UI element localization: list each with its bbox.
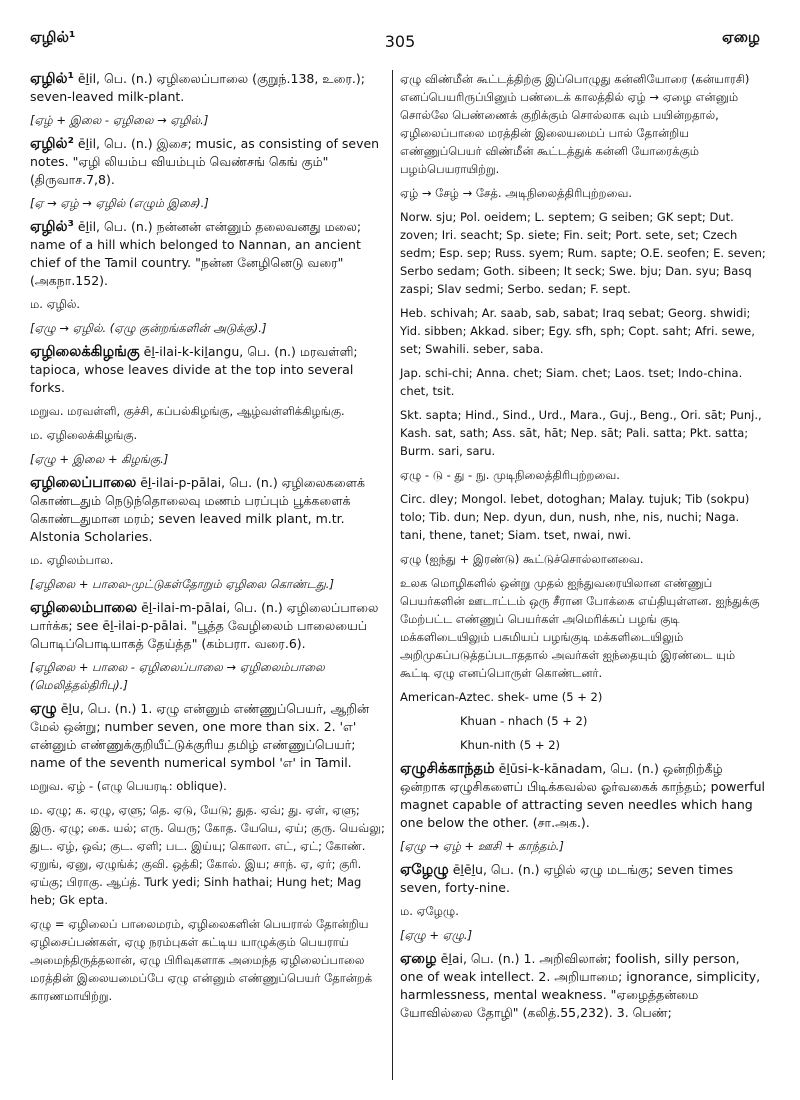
etymology-note: [ஏழு → ஏழ் + ஊசி + காந்தம்.]: [400, 839, 564, 853]
etymology-note: [ஏ → ஏழ் → ஏழில் (எழும் இசை).]: [30, 196, 209, 210]
entry-text: ஏழ் → சேழ் → சேத். அடிநிலைத்திரிபுற்றவை.: [400, 186, 633, 200]
entry-text: ஏழு - டு - து - நு. முடிநிலைத்திரிபுற்றவை.: [400, 468, 620, 482]
entry-text: உலக மொழிகளில் ஒன்று முதல் ஐந்துவரையிலான எண்ணுப் பெயர்களின் ஊடாட்டம் ஒரு சீரான போக்கை எய்தியுள்ளன. ஐந்துக்கு மேற்பட்ட எண்ணுப் பெயர்கள் அமெரிக்கப் பழங் குடி மக்களிடையிலும் பசுமியப் பழங்குடி மக்களிடையிலும் அறிமுகப்படுத்தப்படாததால் அவர்கள் ஐந்தையும் இரண்டை யும் கூட்டி ஏழு எனப்பொருள் கொண்டனர்.: [400, 576, 760, 680]
entry-headword: ஏழுசிக்காந்தம்: [400, 761, 495, 777]
header-guide-word-right: ஏழை: [722, 28, 760, 46]
cognate-list: Skt. sapta; Hind., Sind., Urd., Mara., Guj., Beng., Ori. sāt; Punj., Kash. sat, sath; Ass. sāt, hāt; Nep. sāt; Pali. satta; Pkt. satta; Burm. sari, saru.: [400, 408, 762, 458]
cognate-list: Heb. schivah; Ar. saab, sab, sabat; Iraq sebat; Georg. shwidi; Yid. sibben; Akkad. siber; Egy. sfh, sph; Copt. saht; Afri. sewe, set; Swahili. seber, saba.: [400, 306, 755, 356]
entry-headword: ஏழு: [30, 701, 57, 717]
dictionary-entry: [30, 700, 386, 772]
cognate-list: Khun-nith (5 + 2): [460, 738, 561, 752]
cognate-list: Jap. schi-chi; Anna. chet; Siam. chet; Laos. tset; Indo-china. chet, tsit.: [400, 366, 743, 398]
etymology-note: [ஏழிலை + பாலை - ஏழிலைப்பாலை → ஏழிலைம்பாலை (மெலித்தல்திரிபு).]: [30, 660, 325, 692]
entry-text: ம. ஏழு; க. ஏழு, ஏளு; தெ. ஏடு, யேடு; துத. ஏவ்; து. ஏள், ஏளு; இரு. ஏழு; கை. யல்; எரு. யெரு; கோத. யேயெ, ஏய்; குரு. யெவ்லு; துட. ஏழ், ஒவ்; குட. ஏளி; பட. இய்யு; கொலா. எட், ஏட்; கோண். ஏறுங், ஏனு, ஏழுங்க்; குவி. ஒத்கி; கோல். இய; சாந். ஏ, ஏர்; குரி. ஏய்கு; பிராகு. ஆப்த். Turk yedi; Sinh hathai; Hung het; Mag heb; Gk epta.: [30, 803, 385, 907]
entry-text: ம. ஏழேழு.: [400, 904, 459, 918]
dictionary-entry: [30, 135, 386, 189]
etymology-note: [ஏழ் + இலை - ஏழிலை → ஏழில்.]: [30, 113, 209, 127]
entry-definition: ēḻai, பெ. (n.) 1. அறிவிலான்; foolish, silly person, one of weak intellect. 2. அறியாமை; ignorance, simplicity, harmlessness, mental weakness. "ஏழைத்தன்மை யோவில்லை தோழி" (கலித்.55,232). 3. பெண்;: [400, 951, 761, 1020]
header-guide-word-left: ஏழில்¹: [30, 28, 76, 46]
entry-headword: ஏழிலைக்கிழங்கு: [30, 344, 140, 360]
column-divider: [392, 70, 393, 1080]
cognate-list: Circ. dley; Mongol. lebet, dotoghan; Malay. tujuk; Tib (sokpu) tolo; Tib. dun; Nep. dyun, dun, nush, nhe, nis, nuchi; Naga. tani, thene, tanet; Siam. tset, nwai, nwi.: [400, 492, 750, 542]
entry-text: ஏழு விண்மீன் கூட்டத்திற்கு இப்பொழுது கன்னியோரை (கன்யாரசி) எனப்பெயரிருப்பினும் பண்டைக் காலத்தில் ஏழ் → ஏழை என்னும் சொல்லே பெண்ணைக் குறிக்கும் சொல்லாக வும் பயின்றதால், ஏழிலைப்பாலை மரத்தின் இலையமைப் பால் தோன்றிய எண்ணுப்பெயர் விண்மீன் கூட்டத்துக் கன்னி யோரைக்கும் பழம்பெயராயிற்று.: [400, 72, 750, 176]
entry-text: மறுவ. மரவள்ளி, குச்சி, கப்பல்கிழங்கு, ஆழ்வள்ளிக்கிழங்கு.: [30, 404, 345, 418]
entry-headword: ஏழேழு: [400, 862, 449, 878]
entry-definition: ēḻēḻu, பெ. (n.) ஏழில் ஏழு மடங்கு; seven times seven, forty-nine.: [400, 862, 734, 895]
entry-definition: ēḻ-ilai-p-pālai, பெ. (n.) ஏழிலைகளைக் கொண்டதும் நெடுந்தொலைவு மணம் பரப்பும் பூக்களைக் கொண்டதுமான மரம்; seven leaved milk plant, m.tr. Alstonia Scholaries.: [30, 475, 366, 544]
entry-text: ம. ஏழில்.: [30, 297, 81, 311]
entry-headword: ஏழில்²: [30, 136, 74, 152]
entry-headword: ஏழில்¹: [30, 71, 74, 87]
entry-headword: ஏழிலைப்பாலை: [30, 475, 137, 491]
right-column: [400, 70, 766, 1027]
left-column: [30, 70, 386, 1011]
dictionary-entry: [400, 760, 766, 832]
dictionary-entry: [400, 950, 766, 1022]
page-number: 305: [384, 32, 416, 51]
etymology-note: [ஏழு + ஏழு.]: [400, 928, 473, 942]
entry-headword: ஏழிலைம்பாலை: [30, 600, 138, 616]
dictionary-entry: [400, 861, 766, 897]
cognate-list: Khuan - nhach (5 + 2): [460, 714, 588, 728]
dictionary-entry: [30, 218, 386, 290]
etymology-note: [ஏழு → ஏழில். (ஏழு குன்றங்களின் அடுக்கு).]: [30, 321, 267, 335]
entry-definition: ēḻūsi-k-kānadam, பெ. (n.) ஒன்றிற்கீழ் ஒன்றாக ஏழுசிகளைப் பிடிக்கவல்ல ஓர்வகைக் காந்தம்; powerful magnet capable of attracting seven needles which hang one below the other. (சா.அக.).: [400, 761, 766, 830]
entry-text: ம. ஏழிலம்பால.: [30, 553, 114, 567]
entry-text: ஏழு (ஐந்து + இரண்டு) கூட்டுச்சொல்லானவை.: [400, 552, 644, 566]
entry-definition: ēḻil, பெ. (n.) இசை; music, as consisting of seven notes. "ஏழி லியம்ப வியம்பும் வெண்சங் கெங் கும்" (திருவாச.7,8).: [30, 136, 380, 187]
entry-text: மறுவ. ஏழ் - (எழு பெயரடி: oblique).: [30, 779, 227, 793]
dictionary-entry: [30, 599, 386, 653]
entry-text: ஏழு = ஏழிலைப் பாலைமரம், ஏழிலைகளின் பெயரால் தோன்றிய ஏழிசைப்பண்கள், ஏழு நரம்புகள் கட்டிய யாழுக்கும் பெயராய் அமைந்திருத்தலான், ஏழு பிரிவுகளாக அமைந்த ஏழிலைப்பாலை மரத்தின் இலையமைப்பே ஏழு என்னும் எண்ணுப்பெயர் தோன்றக் காரணமாயிற்று.: [30, 917, 373, 1003]
dictionary-entry: [30, 70, 386, 106]
dictionary-entry: [30, 474, 386, 546]
entry-definition: ēḻ-ilai-k-kiḻangu, பெ. (n.) மரவள்ளி; tapioca, whose leaves divide at the top into several forks.: [30, 344, 358, 395]
entry-definition: ēḻil, பெ. (n.) நன்னன் என்னும் தலைவனது மலை; name of a hill which belonged to Nannan, an ancient chief of the Tamil country. "நன்ன னேழினெடு வரை" (அகநா.152).: [30, 219, 362, 288]
entry-definition: ēḻ-ilai-m-pālai, பெ. (n.) ஏழிலைப்பாலை பார்க்க; see ēḻ-ilai-p-pālai. "பூத்த வேழிலைம் பாலையைப் பொடிப்பொடியாகத் தேய்த்த" (கம்பரா. வரை.6).: [30, 600, 379, 651]
etymology-note: [ஏழிலை + பாலை-முட்டுகள்தோறும் ஏழிலை கொண்டது.]: [30, 577, 334, 591]
entry-definition: ēḻu, பெ. (n.) 1. ஏழு என்னும் எண்ணுப்பெயர், ஆறின் மேல் ஒன்று; number seven, one more than six. 2. 'எ' என்னும் எண்ணுக்குறியீட்டுக்குரிய தமிழ் எண்ணுப்பெயர்; name of the seventh numerical symbol 'எ' in Tamil.: [30, 701, 370, 770]
entry-headword: ஏழை: [400, 951, 437, 967]
entry-text: ம. ஏழிலைக்கிழங்கு.: [30, 428, 138, 442]
entry-headword: ஏழில்³: [30, 219, 74, 235]
entry-definition: ēḻil, பெ. (n.) ஏழிலைப்பாலை (குறுந்.138, உரை.); seven-leaved milk-plant.: [30, 71, 365, 104]
etymology-note: [ஏழு + இலை + கிழங்கு.]: [30, 452, 169, 466]
cognate-list: Norw. sju; Pol. oeidem; L. septem; G seiben; GK sept; Dut. zoven; Iri. seacht; Sp. siete; Fin. seit; Port. sete, set; Czech sedm; Esp. sep; Russ. syem; Rum. sapte; O.E. seofen; E. seven; Serbo sedam; Goth. sibeen; It seck; Swe. bju; Dan. syu; Basq zaspi; Slav sedmi; Serbo. sedan; F. sept.: [400, 210, 766, 296]
dictionary-entry: [30, 343, 386, 397]
cognate-list: American-Aztec. shek- ume (5 + 2): [400, 690, 603, 704]
